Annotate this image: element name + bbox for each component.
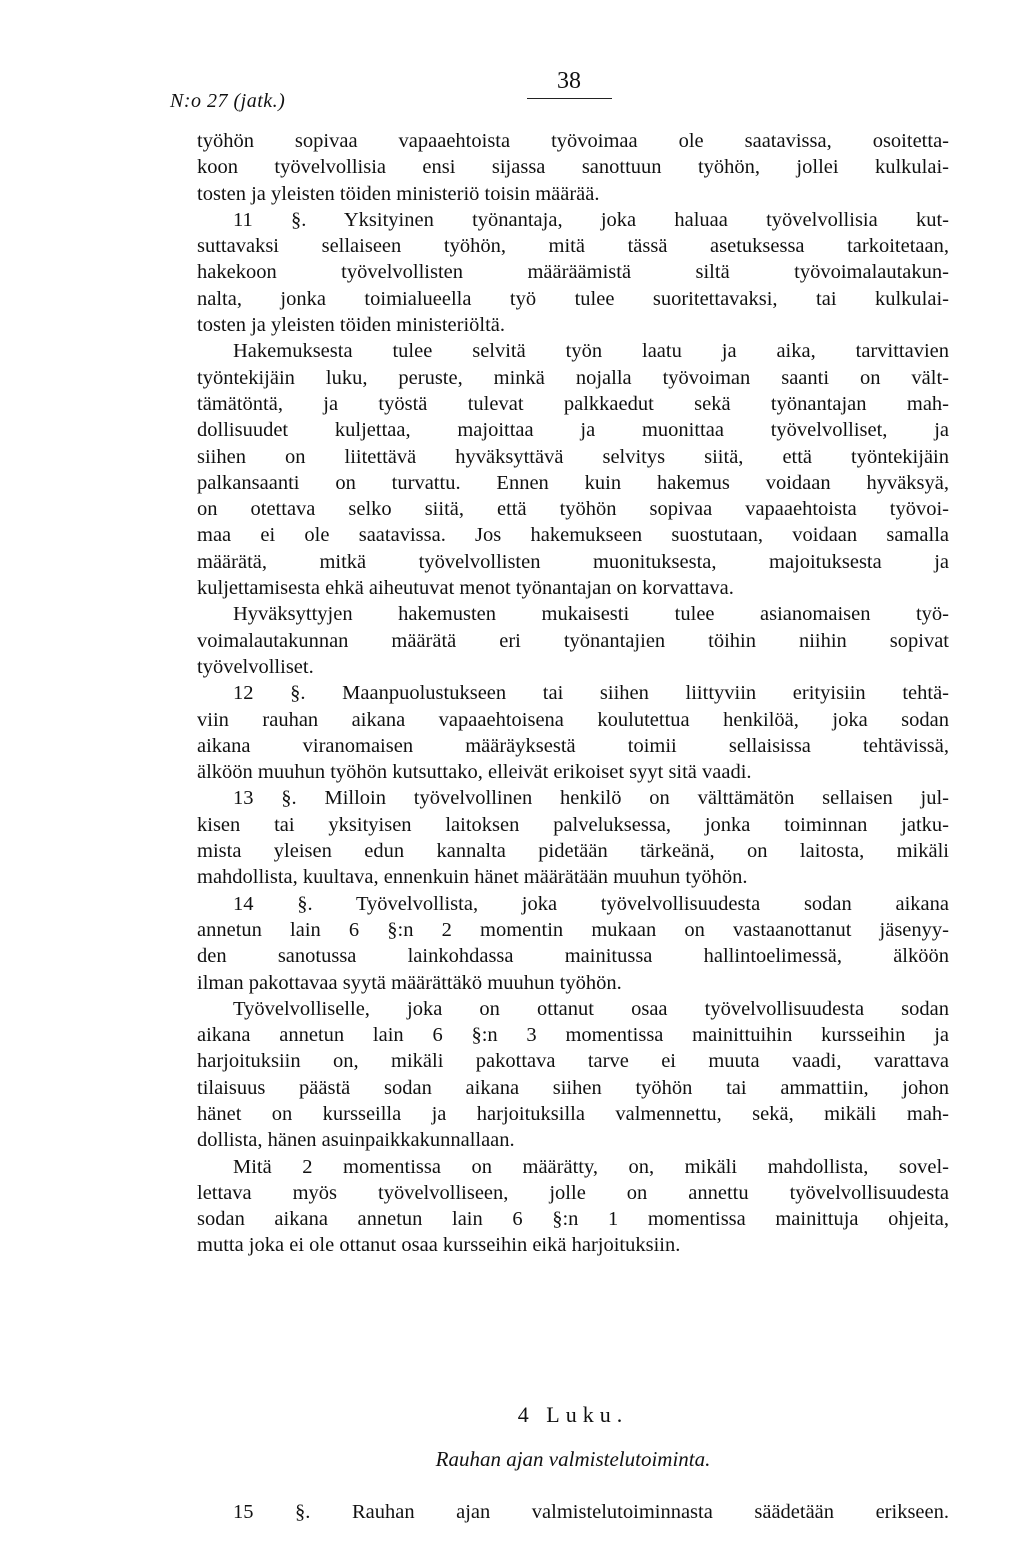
text-line: Hakemuksesta tulee selvitä työn laatu ja aika, tarvittavien <box>233 340 949 363</box>
text-line: 13 §. Milloin työvelvollinen henkilö on välttämätön sellaisen jul- <box>233 787 949 810</box>
text-line: dollisuudet kuljettaa, majoittaa ja muonittaa työvelvolliset, ja <box>197 419 949 442</box>
text-line: aikana annetun lain 6 §:n 3 momentissa mainittuihin kursseihin ja <box>197 1024 949 1047</box>
text-line: lettava myös työvelvolliseen, jolle on annettu työvelvollisuudesta <box>197 1181 949 1204</box>
final-section-line <box>197 1499 949 1525</box>
text-line: siihen on liitettävä hyväksyttävä selvitys siitä, että työntekijäin <box>197 445 949 468</box>
text-line: aikana viranomaisen määräyksestä toimii sellaisissa tehtävissä, <box>197 734 949 757</box>
chapter-label: 4 Luku. <box>517 1402 629 1427</box>
body-text <box>197 128 949 1259</box>
text-line: tosten ja yleisten töiden ministeriö toisin määrää. <box>197 182 600 205</box>
text-line: viin rauhan aikana vapaaehtoisena koulutettua henkilöä, joka sodan <box>197 708 949 731</box>
text-line: suttavaksi sellaiseen työhön, mitä tässä asetuksessa tarkoitetaan, <box>197 235 949 258</box>
text-line: on otettava selko siitä, että työhön sopivaa vapaaehtoista työvoi- <box>197 498 949 521</box>
text-line: Työvelvolliselle, joka on ottanut osaa työvelvollisuudesta sodan <box>233 997 949 1020</box>
text-line: määrätä, mitkä työvelvollisten muonituksesta, majoituksesta ja <box>197 550 949 573</box>
page-number-rule <box>527 98 612 99</box>
text-line: Mitä 2 momentissa on määrätty, on, mikäli mahdollista, sovel- <box>233 1155 949 1178</box>
text-line: harjoituksiin on, mikäli pakottava tarve ei muuta vaadi, varattava <box>197 1050 949 1073</box>
text-line: annetun lain 6 §:n 2 momentin mukaan on vastaanottanut jäsenyy- <box>197 918 949 941</box>
text-line: maa ei ole saatavissa. Jos hakemukseen suostutaan, voidaan samalla <box>197 524 949 547</box>
text-line: mista yleisen edun kannalta pidetään tärkeänä, on laitosta, mikäli <box>197 840 949 863</box>
text-line: nalta, jonka toimialueella työ tulee suoritettavaksi, tai kulkulai- <box>197 287 949 310</box>
text-line: 12 §. Maanpuolustukseen tai siihen liittyviin erityisiin tehtä- <box>233 682 949 705</box>
text-line: tämätöntä, ja työstä tulevat palkkaedut sekä työnantajan mah- <box>197 392 949 415</box>
text-line: hänet on kursseilla ja harjoituksilla valmennettu, sekä, mikäli mah- <box>197 1102 949 1125</box>
chapter-title: Rauhan ajan valmistelutoiminta. <box>435 1447 711 1471</box>
text-line: hakekoon työvelvollisten määräämistä siltä työvoimalautakun- <box>197 261 949 284</box>
text-line: koon työvelvollisia ensi sijassa sanottuun työhön, jollei kulkulai- <box>197 156 949 179</box>
text-line: 11 §. Yksityinen työnantaja, joka haluaa työvelvollisia kut- <box>233 208 949 231</box>
text-line: kuljettamisesta ehkä aiheutuvat menot työnantajan on korvattava. <box>197 577 734 600</box>
page-number: 38 <box>557 68 581 94</box>
running-head: N:o 27 (jatk.) <box>170 90 286 112</box>
text-line: tosten ja yleisten töiden ministeriöltä. <box>197 314 506 337</box>
text-line: mahdollista, kuultava, ennenkuin hänet määrätään muuhun työhön. <box>197 866 748 889</box>
text-line: kisen tai yksityisen laitoksen palveluksessa, jonka toiminnan jatku- <box>197 813 949 836</box>
text-line: voimalautakunnan määrätä eri työnantajien töihin niihin sopivat <box>197 629 949 652</box>
text-line: työhön sopivaa vapaaehtoista työvoimaa ole saatavissa, osoitetta- <box>197 130 949 152</box>
text-line: den sanotussa lainkohdassa mainitussa hallintoelimessä, älköön <box>197 945 949 968</box>
text-line: palkansaanti on turvattu. Ennen kuin hakemus voidaan hyväksyä, <box>197 471 949 494</box>
text-line: sodan aikana annetun lain 6 §:n 1 momentissa mainittuja ohjeita, <box>197 1208 949 1231</box>
text-line: työntekijäin luku, peruste, minkä nojalla työvoiman saanti on vält- <box>197 366 949 389</box>
text-line: työvelvolliset. <box>197 655 314 678</box>
final-section-text: 15 §. Rauhan ajan valmistelutoiminnasta säädetään erikseen. <box>233 1501 949 1523</box>
text-line: ilman pakottavaa syytä määrättäkö muuhun työhön. <box>197 971 622 994</box>
text-line: mutta joka ei ole ottanut osaa kursseihin eikä harjoituksiin. <box>197 1234 681 1257</box>
text-line: dollista, hänen asuinpaikkakunnallaan. <box>197 1129 515 1152</box>
text-line: älköön muuhun työhön kutsuttako, elleivät erikoiset syyt sitä vaadi. <box>197 761 752 784</box>
text-line: 14 §. Työvelvollista, joka työvelvollisuudesta sodan aikana <box>233 892 949 915</box>
text-line: Hyväksyttyjen hakemusten mukaisesti tulee asianomaisen työ- <box>233 603 949 626</box>
text-line: tilaisuus päästä sodan aikana siihen työhön tai ammattiin, johon <box>197 1076 949 1099</box>
